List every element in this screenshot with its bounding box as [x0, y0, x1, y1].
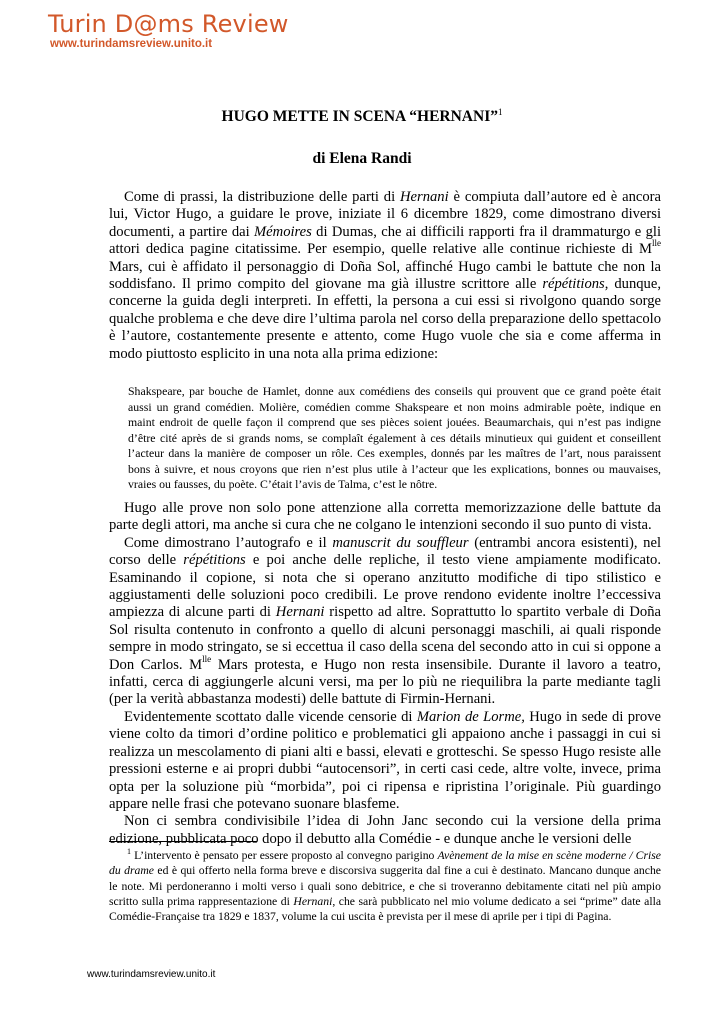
- italic-text: Avènement de la mise en scène moderne / Crise du drame: [109, 849, 661, 878]
- body-section-2: [109, 500, 661, 848]
- footnote-number: 1: [127, 847, 131, 856]
- text-run: L’intervento è pensato per essere proposto al convegno parigino: [131, 849, 438, 862]
- text-run: Mars, cui è affidato il personaggio di Doña Sol, affinché Hugo cambi le battute che non la soddisfano. Il primo compito del giovane ma già illustre scrittore alle: [109, 258, 661, 293]
- text-run: rispetto ad altre. Soprattutto lo spartito verbale di Doña Sol risulta contenuto in confronto a quello di alcuni personaggi maschili, ai quali risponde sempre in modo stringato, se si eccettua il caso della scena del secondo atto in cui si oppone a Don Carlos. M: [109, 604, 661, 673]
- body-paragraph: [109, 709, 661, 813]
- article-author: di Elena Randi: [312, 150, 412, 167]
- footnote: [109, 848, 661, 924]
- text-run: Come di prassi, la distribuzione delle parti di: [124, 189, 401, 205]
- text-run: Evidentemente scottato dalle vicende censorie di: [124, 708, 417, 725]
- text-run: , dunque, concerne la guida degli interpreti. In effetti, la persona a cui essi si rivolgono quando sorge qualche problema e che deve dire l’ultima parola nel corso della preparazione dello spettacolo è l’autore, costantemente presente e attento, come Hugo vuole che sia e come afferma in modo piuttosto esplicito in una nota alla prima edizione:: [109, 276, 661, 362]
- footer-url-link[interactable]: www.turindamsreview.unito.it: [87, 969, 216, 980]
- body-paragraph: [109, 535, 661, 709]
- text-run: Mars protesta, e Hugo non resta insensibile. Durante il lavoro a teatro, infatti, cerca di aggiungerle alcuni versi, ma per lo più ne riequilibra la parte mediante tagli (per la verità abbastanza modesti) delle battute di Firmin-Hernani.: [109, 656, 661, 708]
- body-section-1: [109, 189, 661, 363]
- text-run: Come dimostrano l’autografo e il: [124, 534, 333, 551]
- text-run: (entrambi ancora esistenti), nel corso delle: [109, 534, 662, 569]
- title-footnote-ref: 1: [497, 107, 503, 117]
- site-logo[interactable]: [48, 10, 289, 50]
- italic-text: manuscrit du souffleur: [332, 534, 469, 551]
- italic-text: répétitions: [542, 276, 605, 293]
- body-paragraph: Non ci sembra condivisibile l’idea di John Janc secondo cui la versione della prima edizione, pubblicata poco dopo il debutto alla Comédie - e dunque anche le versioni delle: [109, 813, 661, 847]
- text-run: Hugo in sede di prove viene colto da timori d’ordine politico e problematici gli appaiono anche i passaggi in cui si realizza un mescolamento di piani alti e bassi, elevati e grotteschi. Se spesso Hugo resiste alle pressioni esterne e ai propri dubbi “autocensori”, in certi casi cede, altre volte, invece, prima opta per la soluzione più “morbida”, poi ci ripensa e ripristina l’originale. Più guardingo appare nelle frasi che potevano suonare blasfeme.: [109, 708, 661, 812]
- footnote-separator: [109, 841, 257, 842]
- italic-text: Hernani: [400, 189, 449, 205]
- body-paragraph: Hugo alle prove non solo pone attenzione alla corretta memorizzazione delle battute da parte degli attori, ma anche si cura che ne colgano le intenzioni secondo il suo punto di vista.: [109, 500, 661, 534]
- logo-title: Turin D@ms Review: [48, 10, 289, 38]
- block-quote: Shakspeare, par bouche de Hamlet, donne aux comédiens des conseils qui prouvent que ce grand poète était aussi un grand comédien. Molière, comédien comme Shakspeare et non moins admirable poète, indique en maint endroit de quelle façon il comprend que ses pièces soient jouées. Beaumarchais, qui n’est pas indigne d’être cité après de si grands noms, se complaît également à ces détails minutieux qui guident et conseillent l’acteur dans la manière de composer un rôle. Ces exemples, donnés par les maîtres de l’art, nous paraissent bons à suivre, et nous croyons que rien n’est plus utile à l’acteur que les explications, bonnes ou mauvaises, vraies ou fausses, du poète. C’était l’avis de Talma, c’est le nôtre.: [128, 384, 661, 491]
- italic-text: Hernani: [293, 894, 333, 908]
- text-run: , che sarà pubblicato nel mio volume dedicato a sei “prime” date alla Comédie-Française tra 1829 e 1837, volume la cui uscita è prevista per il mese di aprile per i tipi di Pagina.: [109, 894, 662, 924]
- italic-text: Marion de Lorme,: [416, 708, 525, 725]
- italic-text: Hernani: [275, 604, 325, 621]
- text-run: è compiuta dall’autore ed è ancora lui, Victor Hugo, a guidare le prove, iniziate il 6 dicembre 1829, come dimostrano diversi documenti, a partire dai: [109, 189, 661, 240]
- superscript-text: lle: [652, 238, 661, 249]
- italic-text: répétitions: [183, 552, 246, 569]
- body-paragraph: [109, 189, 661, 363]
- superscript-text: lle: [202, 653, 212, 664]
- text-run: ed è qui offerto nella forma breve e discorsiva suggerita dal fine a cui è destinato. Mancano dunque anche le note. Mi perdoneranno i molti verso i quali sono debitrice, e che si troveranno debitamente citati nel più ampio scritto sulla prima rappresentazione di: [109, 864, 661, 908]
- article-title: [0, 108, 724, 126]
- italic-text: Mémoires: [254, 223, 312, 240]
- article-title-text: HUGO METTE IN SCENA “HERNANI”: [221, 108, 498, 125]
- logo-url: www.turindamsreview.unito.it: [50, 38, 213, 50]
- text-run: e poi anche delle repliche, il testo viene ampiamente modificato. Esaminando il copione, si nota che si operano anzitutto modifiche di tipo stilistico e aggiustamenti delle soluzioni poco credibili. Le prove rendono evidente inoltre l’eccessiva ampiezza di alcune parti di: [109, 552, 661, 621]
- text-run: di Dumas, che ai difficili rapporti fra il drammaturgo e gli attori dedica pagine citatissime. Per esempio, quelle relative alle continue richieste di M: [109, 223, 661, 258]
